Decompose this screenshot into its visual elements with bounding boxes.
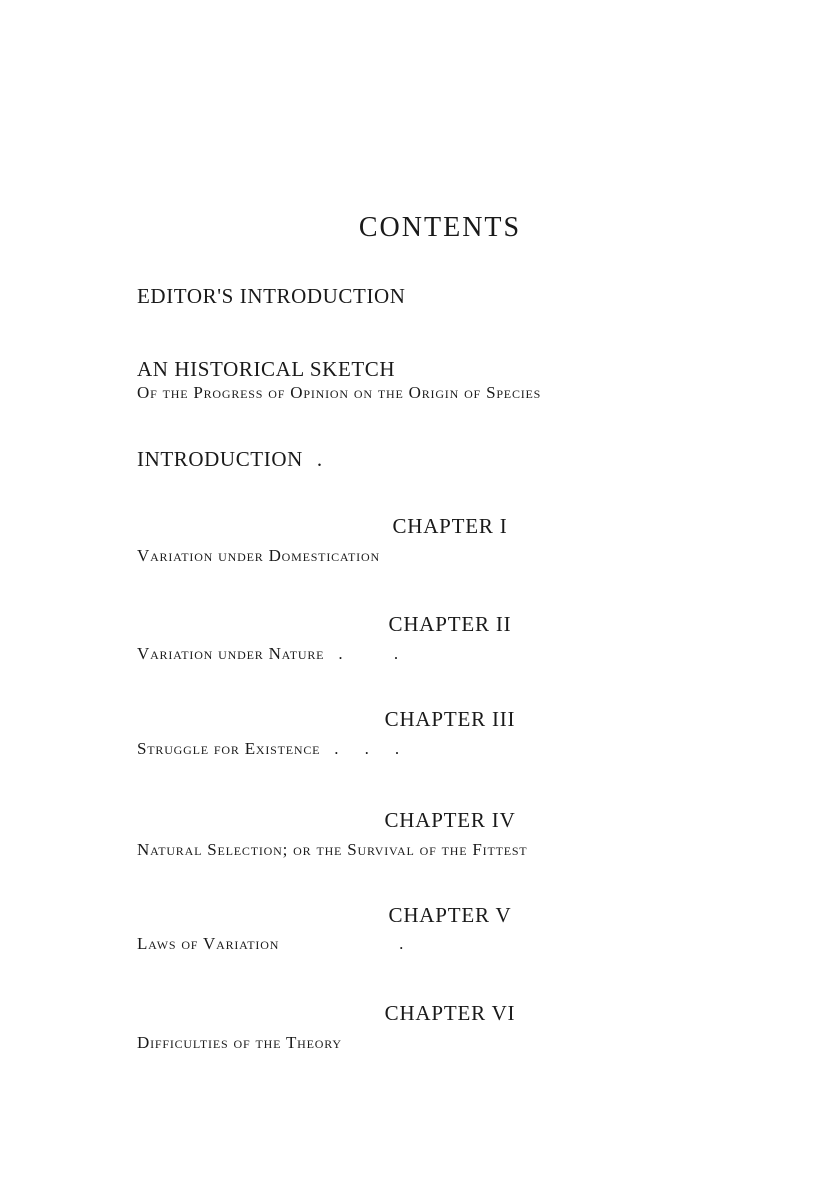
- chapter-title-text: Natural Selection; or the Survival of the Fittest: [137, 840, 528, 859]
- chapter-title-text: Laws of Variation: [137, 934, 280, 953]
- chapter-heading-2: CHAPTER II: [388, 612, 512, 636]
- chapter-title-text: Variation under Nature: [137, 644, 325, 663]
- chapter-heading-3: CHAPTER III: [384, 707, 516, 731]
- chapter-title-1: [137, 546, 380, 566]
- dot-leader: .: [316, 447, 323, 471]
- chapter-title-4: [137, 840, 527, 860]
- introduction-entry: [137, 447, 323, 472]
- chapter-title-text: Variation under Domestication: [137, 546, 380, 565]
- chapter-title-3: [137, 739, 400, 759]
- entry-subtitle: Of the Progress of Opinion on the Origin of Species: [137, 383, 542, 402]
- chapter-title-text: Struggle for Existence: [137, 739, 321, 758]
- chapter-title-6: [137, 1033, 342, 1053]
- entry-label: INTRODUCTION: [137, 447, 303, 471]
- dot-leader: . .: [338, 644, 399, 663]
- chapter-heading-5: CHAPTER V: [388, 903, 512, 927]
- chapter-heading-6: CHAPTER VI: [384, 1001, 516, 1025]
- entry-label: EDITOR'S INTRODUCTION: [137, 284, 406, 308]
- chapter-title-text: Difficulties of the Theory: [137, 1033, 342, 1052]
- entry-label: AN HISTORICAL SKETCH: [137, 357, 396, 381]
- chapter-heading-4: CHAPTER IV: [384, 808, 516, 832]
- chapter-title-5: [137, 934, 404, 954]
- chapter-title-2: [137, 644, 399, 664]
- dot-leader: .: [399, 934, 405, 953]
- historical-sketch-subtitle: [137, 383, 541, 403]
- dot-leader: . . .: [334, 739, 400, 758]
- editors-introduction-entry: [137, 284, 406, 309]
- page-title: CONTENTS: [358, 212, 522, 243]
- historical-sketch-entry: [137, 357, 395, 382]
- chapter-heading-1: CHAPTER I: [392, 514, 508, 538]
